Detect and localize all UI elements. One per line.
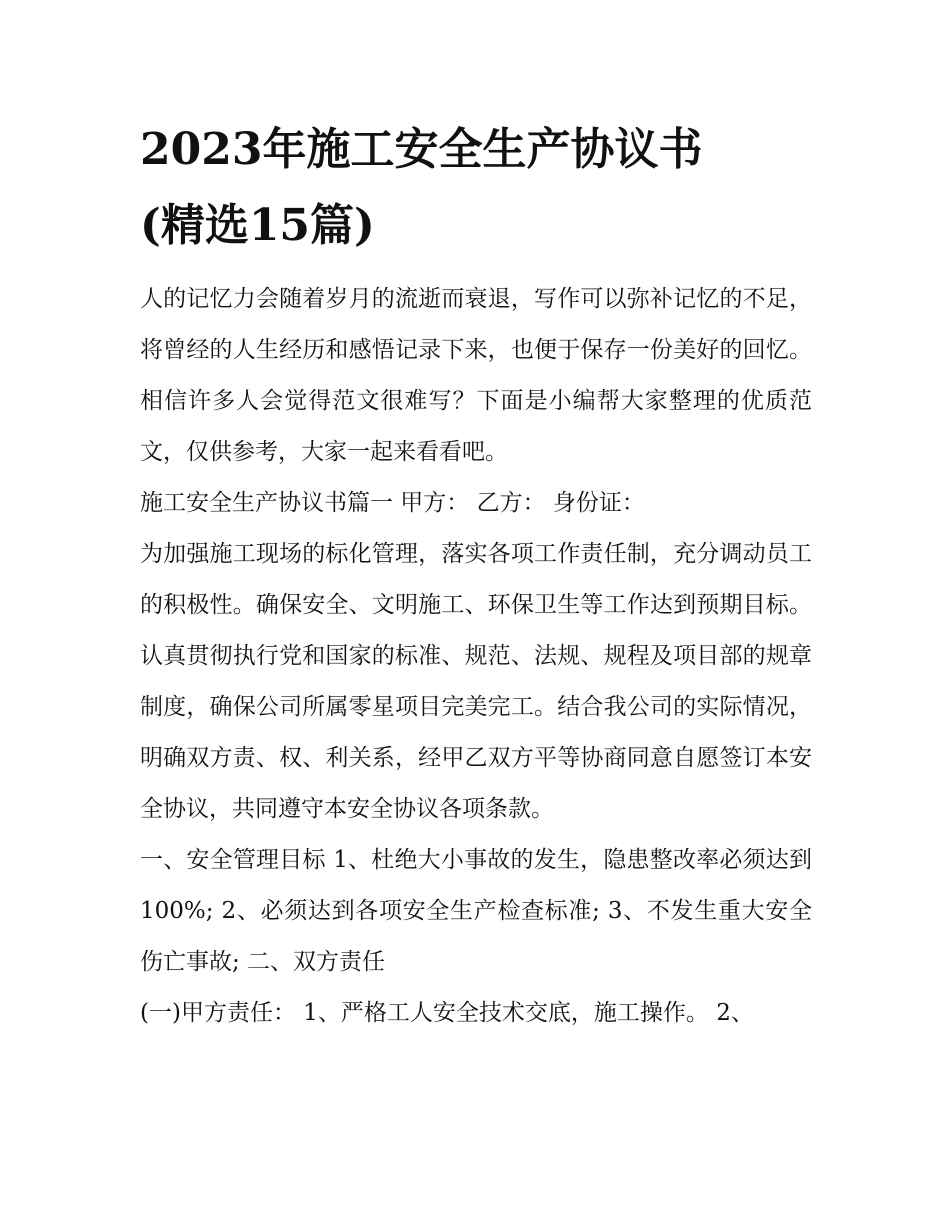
document-page: [140, 112, 812, 1039]
party-a-duties-paragraph: (一)甲方责任： 1、严格工人安全技术交底，施工操作。 2、: [140, 1000, 754, 1026]
safety-goals-paragraph: 一、安全管理目标 1、杜绝大小事故的发生，隐患整改率必须达到100%; 2、必须达到各项安全生产检查标准; 3、不发生重大安全伤亡事故; 二、双方责任: [140, 847, 812, 975]
agreement-heading-paragraph: 施工安全生产协议书篇一 甲方： 乙方： 身份证：: [140, 490, 645, 516]
title-line-2: (精选15篇): [140, 200, 375, 251]
intro-paragraph: 人的记忆力会随着岁月的流逝而衰退，写作可以弥补记忆的不足，将曾经的人生经历和感悟记录下来，也便于保存一份美好的回忆。相信许多人会觉得范文很难写？下面是小编帮大家整理的优质范文，仅供参考，大家一起来看看吧。: [140, 286, 812, 465]
title-line-1: 2023年施工安全生产协议书: [140, 124, 703, 175]
purpose-paragraph: 为加强施工现场的标化管理，落实各项工作责任制，充分调动员工的积极性。确保安全、文明施工、环保卫生等工作达到预期目标。认真贯彻执行党和国家的标准、规范、法规、规程及项目部的规章制度，确保公司所属零星项目完美完工。结合我公司的实际情况，明确双方责、权、利关系，经甲乙双方平等协商同意自愿签订本安全协议，共同遵守本安全协议各项条款。: [140, 541, 812, 822]
document-title: [140, 112, 812, 264]
